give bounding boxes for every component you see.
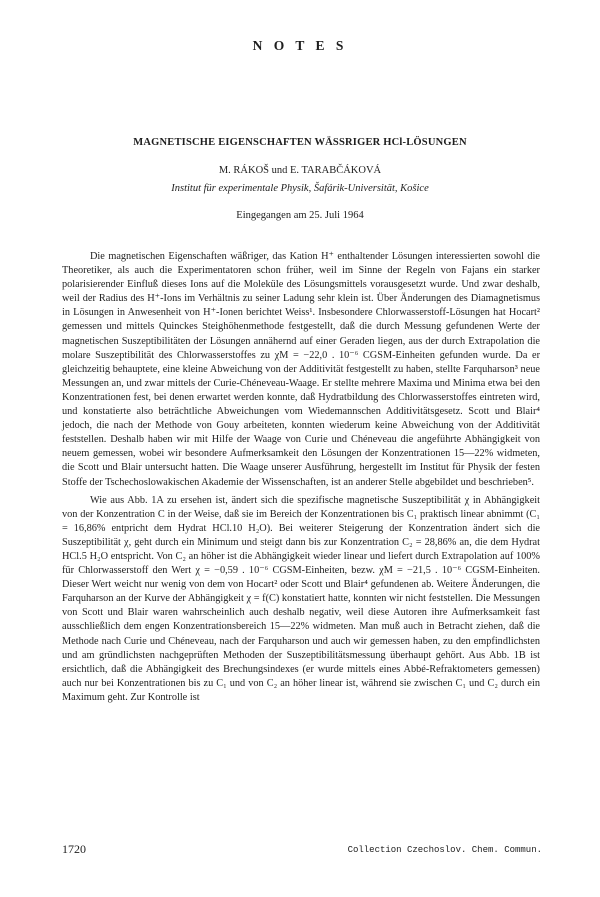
article-authors: M. RÁKOŠ und E. TARABČÁKOVÁ xyxy=(218,165,382,176)
received-date: Eingegangen am 25. Juli 1964 xyxy=(236,210,364,221)
article-body xyxy=(62,250,540,705)
article-title: MAGNETISCHE EIGENSCHAFTEN WÄSSRIGER HCl-LÖSUNGEN xyxy=(133,137,467,148)
paragraph-1: Die magnetischen Eigenschaften wäßriger, das Kation H⁺ enthaltender Lösungen interessierten sowohl die Theoretiker, als auch die Experimentatoren schon früher, weil im Sinne der Regeln von Fajans ein starker polarisierender Einfluß dieses Ions auf die Moleküle des Lösungsmittels vorausgesetzt wurde. Und zwar deshalb, weil der Radius des H⁺-Ions im Verhältnis zu seiner Ladung sehr klein ist. Über Änderungen des Diamagnetismus in Lösungen in Anwesenheit von H⁺-Ionen berichtet Weiss¹. Insbesondere Chlorwasserstoff-Lösungen hat Hocart² gemessen und mittels Quinckes Steighöhenmethode festgestellt, daß die durch Messung gefundenen Werte der magnetischen Suszeptibilitäten der Lösungen annähernd auf einer Geraden liegen, aus der durch Extrapolation die molare Suszeptibilität des Chlorwasserstoffes zu χM = −22,0 . 10⁻⁶ CGSM-Einheiten gefunden wurde. Da er gleichzeitig behauptete, eine kleine Abweichung von der Additivität festgestellt zu haben, stellte Farquharson³ neue Messungen an, und zwar mittels der Curie-Chéneveau-Waage. Er stellte mehrere Maxima und Minima etwa bei den Konzentrationen fest, bei denen erwartet werden konnte, daß Hydratbildung des Chlorwasserstoffes eintreten wird, und konstatierte also beträchtliche Abweichungen vom Wiedemannschen Additivitätsgesetz. Scott und Blair⁴ jedoch, die nach der Methode von Gouy arbeiteten, konnten wiederum keine Abweichung von der Additivität feststellen. Deshalb haben wir mit Hilfe der Waage von Curie und Chéneveau die angeführte Abhängigkeit von neuem gemessen, wobei wir besondere Aufmerksamkeit den Lösungen der Konzentrationen 15—22% widmeten, die Scott und Blair untersucht hatten. Die Waage unserer Ausführung, hergestellt im Institut für Physik der festen Stoffe der Tschechoslowakischen Akademie der Wissenschaften, ist an anderer Stelle abgebildet und beschrieben⁵. xyxy=(62,251,540,488)
journal-name: Collection Czechoslov. Chem. Commun. xyxy=(347,845,542,855)
article-affiliation: Institut für experimentale Physik, Šafárik-Universität, Košice xyxy=(171,183,429,194)
page-number: 1720 xyxy=(62,842,86,856)
paragraph-2: Wie aus Abb. 1A zu ersehen ist, ändert sich die spezifische magnetische Suszeptibilität χ in Abhängigkeit von der Konzentration C in der Weise, daß sie im Bereich der Konzentrationen bis C₁ praktisch linear abnimmt (C₁ = 16,86% entpricht dem Hydrat HCl.10 H₂O). Bei weiterer Steigerung der Konzentration ändert sich die Suszeptibilität χ, geht durch ein Minimum und steigt dann bis zur Konzentration C₂ = 28,86% an, die dem Hydrat HCl.5 H₂O entspricht. Von C₂ an höher ist die Abhängigkeit wieder linear und liefert durch Extrapolation auf 100% für Chlorwasserstoff den Wert χ = −0,59 . 10⁻⁶ CGSM-Einheiten, bezw. χM = −21,5 . 10⁻⁶ CGSM-Einheiten. Dieser Wert weicht nur wenig von dem von Hocart² oder Scott und Blair⁴ gefundenen ab. Weitere Änderungen, die Farquharson an der Kurve der Abhängigkeit χ = f(C) konstatiert hatte, konnten wir nicht feststellen. Die Messungen von Scott und Blair waren wahrscheinlich auch deshalb negativ, weil diese Autoren ihre Aufmerksamkeit fast ausschließlich dem engen Konzentrationsbereich 15—22% widmeten. Man muß auch in Betracht ziehen, daß die Methode nach Curie und Chéneveau, nach der Farquharson und auch wir gemessen haben, zu den empfindlichsten und am gründlichsten nachgeprüften Methoden der Suszeptibilitätsmessung überhaupt gehört. Aus Abb. 1B ist ersichtlich, daß die Abhängigkeit des Brechungsindexes (er wurde mittels eines Abbé-Refraktometers gemessen) auch nur bei Konzentrationen bis zu C₁ und von C₂ an höher linear ist, während sie zwischen C₁ und C₂ durch ein Maximum geht. Zur Kontrolle ist xyxy=(62,494,540,703)
section-header: N O T E S xyxy=(252,38,348,53)
